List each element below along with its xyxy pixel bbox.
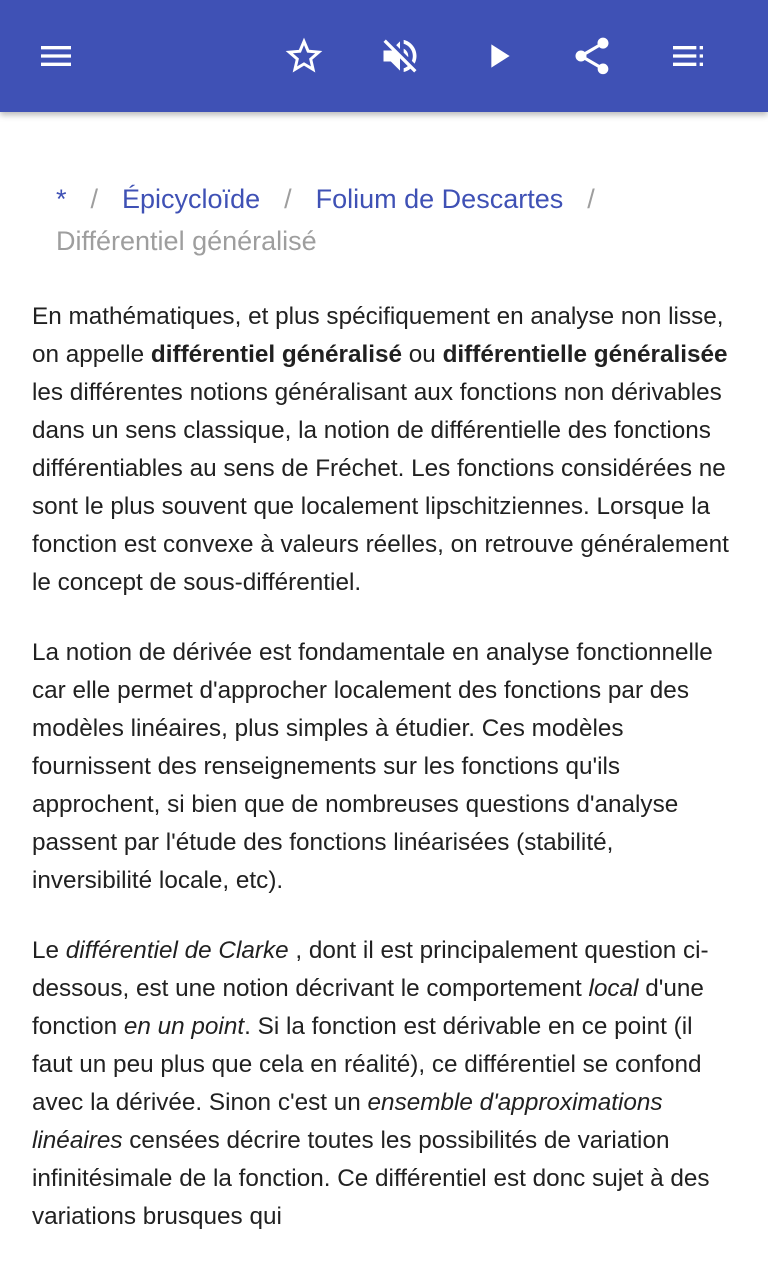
mute-button[interactable] (372, 28, 428, 84)
text-run: . Si la fonction est dérivable en ce point (il faut un peu plus que cela en réalité), ce différentiel se confond avec la dérivée. Sinon c'est un (32, 1013, 702, 1116)
paragraph-derivative: La notion de dérivée est fondamentale en analyse fonctionnelle car elle permet d'approcher localement des fonctions par des modèles linéaires, plus simples à étudier. Ces modèles fournissent des renseignements sur les fonctions qu'ils approchent, si bien que de nombreuses questions d'analyse passent par l'étude des fonctions linéarisées (stabilité, inversibilité locale, etc). (32, 639, 713, 894)
article-content (0, 112, 768, 1280)
breadcrumb-link-home[interactable]: * (56, 184, 67, 214)
toc-icon (668, 36, 708, 76)
paragraph-intro (32, 298, 738, 602)
breadcrumb-separator: / (90, 184, 99, 214)
share-button[interactable] (564, 28, 620, 84)
breadcrumb-current-page: Différentiel généralisé (56, 226, 317, 256)
breadcrumb-separator: / (587, 184, 595, 214)
breadcrumb (56, 178, 736, 262)
text-run: En mathématiques, et plus spécifiquement en analyse non lisse, on appelle (32, 303, 724, 368)
breadcrumb-link-epicycloide[interactable]: Épicycloïde (122, 184, 261, 214)
breadcrumb-separator: / (284, 184, 292, 214)
text-run: Le (32, 937, 66, 964)
menu-button[interactable] (28, 28, 84, 84)
text-run: , dont il est principalement question ci-dessous, est une notion décrivant le comportement (32, 937, 709, 1002)
volume-off-icon (378, 34, 422, 78)
article-body (32, 298, 738, 1268)
menu-icon (36, 36, 76, 76)
play-button[interactable] (470, 28, 526, 84)
italic-term: local (588, 975, 639, 1002)
text-run: ou (402, 341, 443, 368)
breadcrumb-link-folium[interactable]: Folium de Descartes (315, 184, 564, 214)
favorite-button[interactable] (276, 28, 332, 84)
text-run: d'une fonction (32, 975, 704, 1040)
text-run: censées décrire toutes les possibilités de variation infinitésimale de la fonction. Ce différentiel est donc sujet à des variations brusques qui (32, 1127, 710, 1230)
bold-term: différentielle généralisée (442, 341, 728, 368)
share-icon (570, 34, 614, 78)
bold-term: différentiel généralisé (150, 341, 403, 368)
italic-term: différentiel de Clarke (65, 937, 289, 964)
paragraph-clarke (32, 932, 738, 1236)
star-icon (282, 34, 326, 78)
table-of-contents-button[interactable] (660, 28, 716, 84)
italic-term: ensemble d'approximations linéaires (32, 1089, 663, 1154)
app-toolbar (0, 0, 768, 112)
italic-term: en un point (123, 1013, 245, 1040)
play-icon (478, 36, 518, 76)
text-run: les différentes notions généralisant aux fonctions non dérivables dans un sens classique, la notion de différentielle des fonctions différentiables au sens de Fréchet. Les fonctions considérées ne sont le plus souvent que localement lipschitziennes. Lorsque la fonction est convexe à valeurs réelles, on retrouve généralement le concept de sous-différentiel. (32, 379, 729, 596)
